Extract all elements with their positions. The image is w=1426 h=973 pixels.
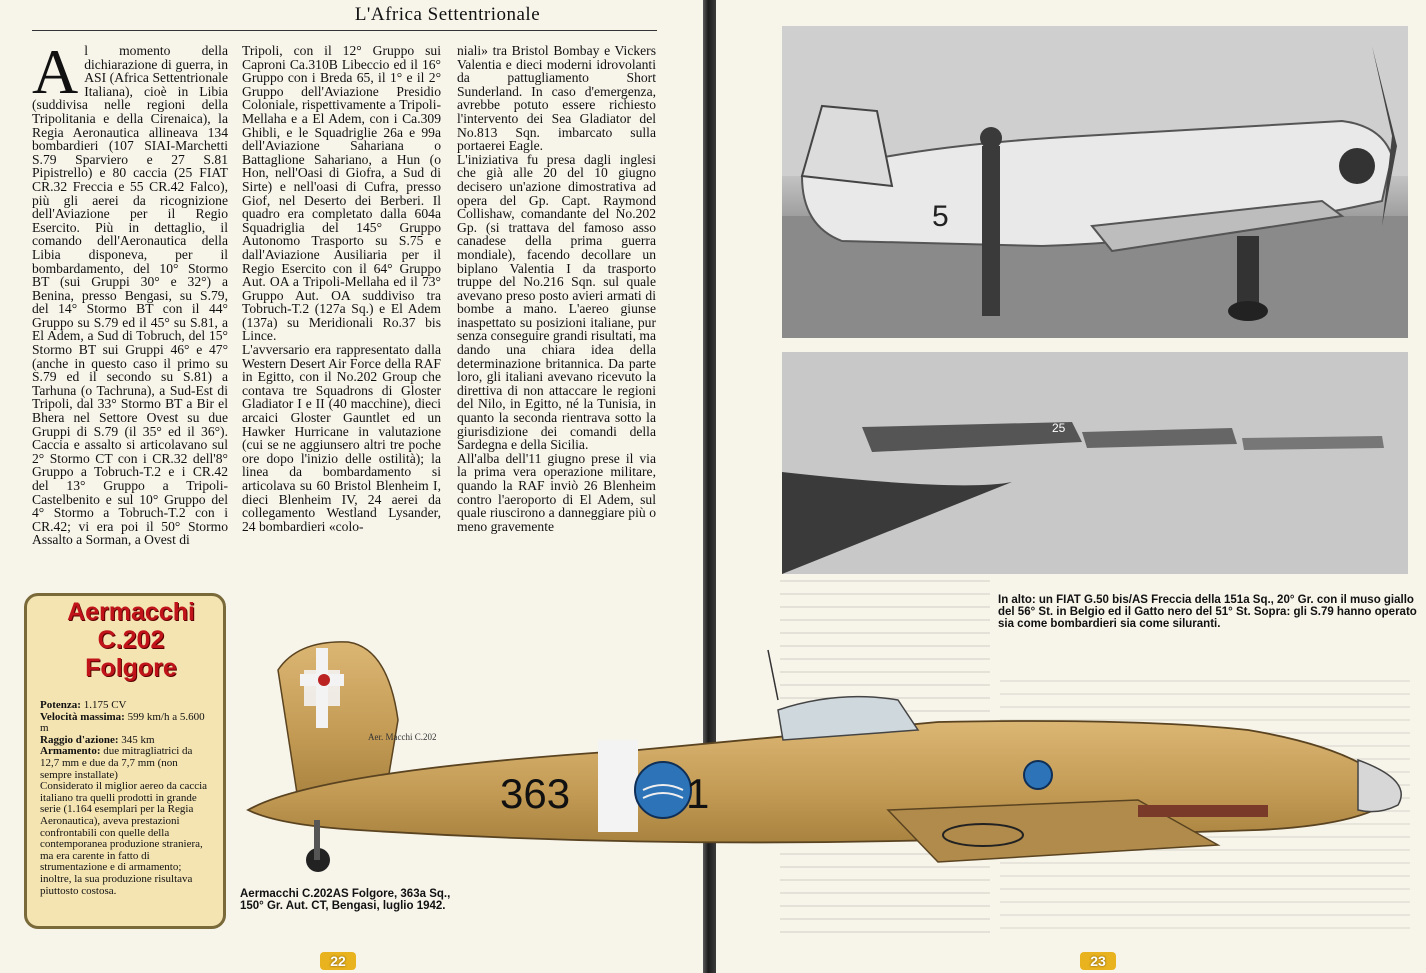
spec-description: Considerato il miglior aereo da caccia italiano tra quelli prodotti in grande serie (1.164 esemplari per la Regia Aeronautica), aveva prestazioni confrontabili con quelle della contemporanea produzione straniera, ma era carente in fatto di strumentazione e di armamento; inoltre, la sua produzione risultava piuttosto costosa.	[40, 780, 208, 897]
column-2-paragraph-1: Tripoli, con il 12° Gruppo sui Caproni Ca.310B Libeccio ed il 16° Gruppo con i Breda 65, il 1° e il 2° Gruppo dell'Aviazione Presidio Coloniale, rispettivamente a Tripoli-Mellaha e a El Adem, con i Ca.309 Ghibli, e le Squadriglie 26a e 99a dell'Aviazione Sahariana o Battaglione Sahariano, a Hun (o Hon, nell'Oasi di Giofra, a Sud di Sirte) e nell'oasi di Cufra, presso Giof, nel Deserto dei Berberi. Il quadro era completato dalla 604a Squadriglia del 145° Gruppo Autonomo Trasporto su S.75 e dall'Aviazione Ausiliaria per il Regio Esercito con il 64° Gruppo Aut. OA a Tripoli-Mellaha ed il 73° Gruppo Aut. OA suddiviso tra Tobruch-T.2 (127a Sq.) e El Adem (137a) su Meridionali Ro.37 bis Lince.	[242, 44, 441, 344]
sidebar-title-line-2: C.202	[97, 626, 165, 654]
column-1-text: l momento della dichiarazione di guerra, in ASI (Africa Settentrionale Italiana), cioè in Libia (suddivisa nelle regioni della Tripolitania e della Cirenaica), la Regia Aeronautica allineava 134 bombardieri (107 SIAI-Marchetti S.79 Sparviero e 27 S.81 Pipistrello) e 80 caccia (25 FIAT CR.32 Freccia e 55 CR.42 Falco), più gli aerei da ricognizione dell'Aviazione per il Regio Esercito. Più in dettaglio, il comando dell'Aeronautica della Libia disponeva, per il bombardamento, del 10° Stormo BT (sui Gruppi 30° e 32°) a Benina, presso Bengasi, su S.79, del 14° Stormo BT con il 44° Gruppo su S.79 ed il 45° su S.81, a El Adem, a Sud di Tobruch, del 15° Stormo BT sui Gruppi 46° e 47° (anche in questo caso il primo su S.79 ed il secondo su S.81) a Tarhuna (o Tachruna), a Sud-Est di Tripoli, dal 33° Stormo BT a Bir el Bhera nel Settore Ovest su due Gruppi di S.79 (il 35° ed il 36°). Caccia e assalto si articolavano sul 2° Stormo CT con i CR.32 dell'8° Gruppo a Tobruch-T.2 e i CR.42 del 13° Gruppo a Tripoli-Castelbenito e sul 10° Gruppo del 4° Stormo a Tobruch-T.2 con i CR.42; vi era poi il 50° Stormo Assalto a Sorman, a Ovest di	[32, 44, 228, 548]
spec-velocita: Velocità massima: 599 km/h a 5.600 m	[40, 710, 205, 735]
spec-potenza: Potenza: 1.175 CV	[40, 699, 127, 711]
tail-marking: Aer. Macchi C.202	[368, 732, 437, 742]
photo-caption: In alto: un FIAT G.50 bis/AS Freccia della 151a Sq., 20° Gr. con il muso giallo del 56° St. in Belgio ed il Gatto nero del 51° St. Sopra: gli S.79 hanno operato sia come bombardieri sia come siluranti.	[998, 594, 1417, 630]
running-title: L'Africa Settentrionale	[354, 4, 541, 25]
text-column-3	[457, 44, 656, 574]
spec-raggio: Raggio d'azione: 345 km	[40, 733, 155, 746]
column-3-paragraph-2: L'iniziativa fu presa dagli inglesi che già alle 20 del 10 giugno decisero un'azione dimostrativa ad opera del Gp. Capt. Raymond Collishaw, comandante del No.202 Gp. (si trattava del famoso asso canadese della prima guerra mondiale), facendo decollare un biplano Valentia I da trasporto truppe del No.216 Sqn. sul quale avevano preso posto avieri armati di bombe a mano. L'aereo giunse inaspettato su posizioni italiane, pur senza conseguire grandi risultati, ma dando una chiara idea della determinazione britannica. Da parte loro, gli italiani avevano ricevuto la direttiva di non attaccare le regioni del Nilo, in Egitto, né la Tunisia, in quanto la seconda rientrava sotto la giurisdizione dei comandi della Sardegna e della Sicilia.	[457, 151, 656, 453]
c202-profile-illustration	[238, 630, 1426, 900]
fuselage-number: 363	[500, 770, 571, 817]
spec-list	[40, 700, 212, 897]
fuselage-number-2: 1	[686, 770, 710, 817]
sidebar-title	[46, 598, 216, 682]
c202-aircraft-art	[238, 630, 1426, 900]
text-column-1	[32, 44, 228, 574]
s79-formation-photo-art	[782, 352, 1408, 574]
header-rule	[32, 30, 657, 31]
illustration-caption: Aermacchi C.202AS Folgore, 363a Sq., 150° Gr. Aut. CT, Bengasi, luglio 1942.	[240, 888, 451, 912]
sidebar-title-line-3: Folgore	[85, 654, 177, 682]
photo-s79-number: 25	[1052, 421, 1066, 435]
fiat-g50-photo-art	[782, 26, 1408, 338]
column-3-paragraph-1: niali» tra Bristol Bombay e Vickers Valentia e dieci moderni idrovolanti da pattugliamento Short Sunderland. In caso d'emergenza, avrebbe potuto essere richiesto l'intervento dei Sea Gladiator del No.813 Sqn. imbarcato sulla portaerei Eagle.	[457, 44, 656, 154]
spec-armamento: Armamento: due mitragliatrici da 12,7 mm e due da 7,7 mm (non sempre installate)	[40, 745, 193, 781]
column-2-paragraph-2: L'avversario era rappresentato dalla Western Desert Air Force della RAF in Egitto, con il No.202 Group che contava tre Squadrons di Gloster Gladiator I e II (40 macchine), dieci arcaici Gloster Gauntlet ed un Hawker Hurricane in valutazione (cui se ne aggiunsero altri tre poche ore dopo l'inizio delle ostilità); la linea da bombardamento si articolava su 60 Bristol Blenheim I, dieci Blenheim IV, 24 aerei da collegamento Westland Lysander, 24 bombardieri «colo-	[242, 342, 441, 534]
drop-cap: A	[32, 44, 79, 107]
sidebar-title-line-1: Aermacchi	[67, 598, 195, 626]
page-number-right: 23	[1080, 952, 1116, 970]
photo-s79-formation	[782, 352, 1408, 574]
page-number-left: 22	[320, 952, 356, 970]
text-column-2	[242, 44, 441, 574]
photo-fuselage-number: 5	[932, 200, 949, 233]
photo-fiat-g50	[782, 26, 1408, 338]
column-3-paragraph-3: All'alba dell'11 giugno prese il via la prima vera operazione militare, quando la RAF inviò 26 Blenheim contro l'aeroporto di El Adem, sul quale riuscirono a danneggiare più o meno gravemente	[457, 450, 656, 534]
